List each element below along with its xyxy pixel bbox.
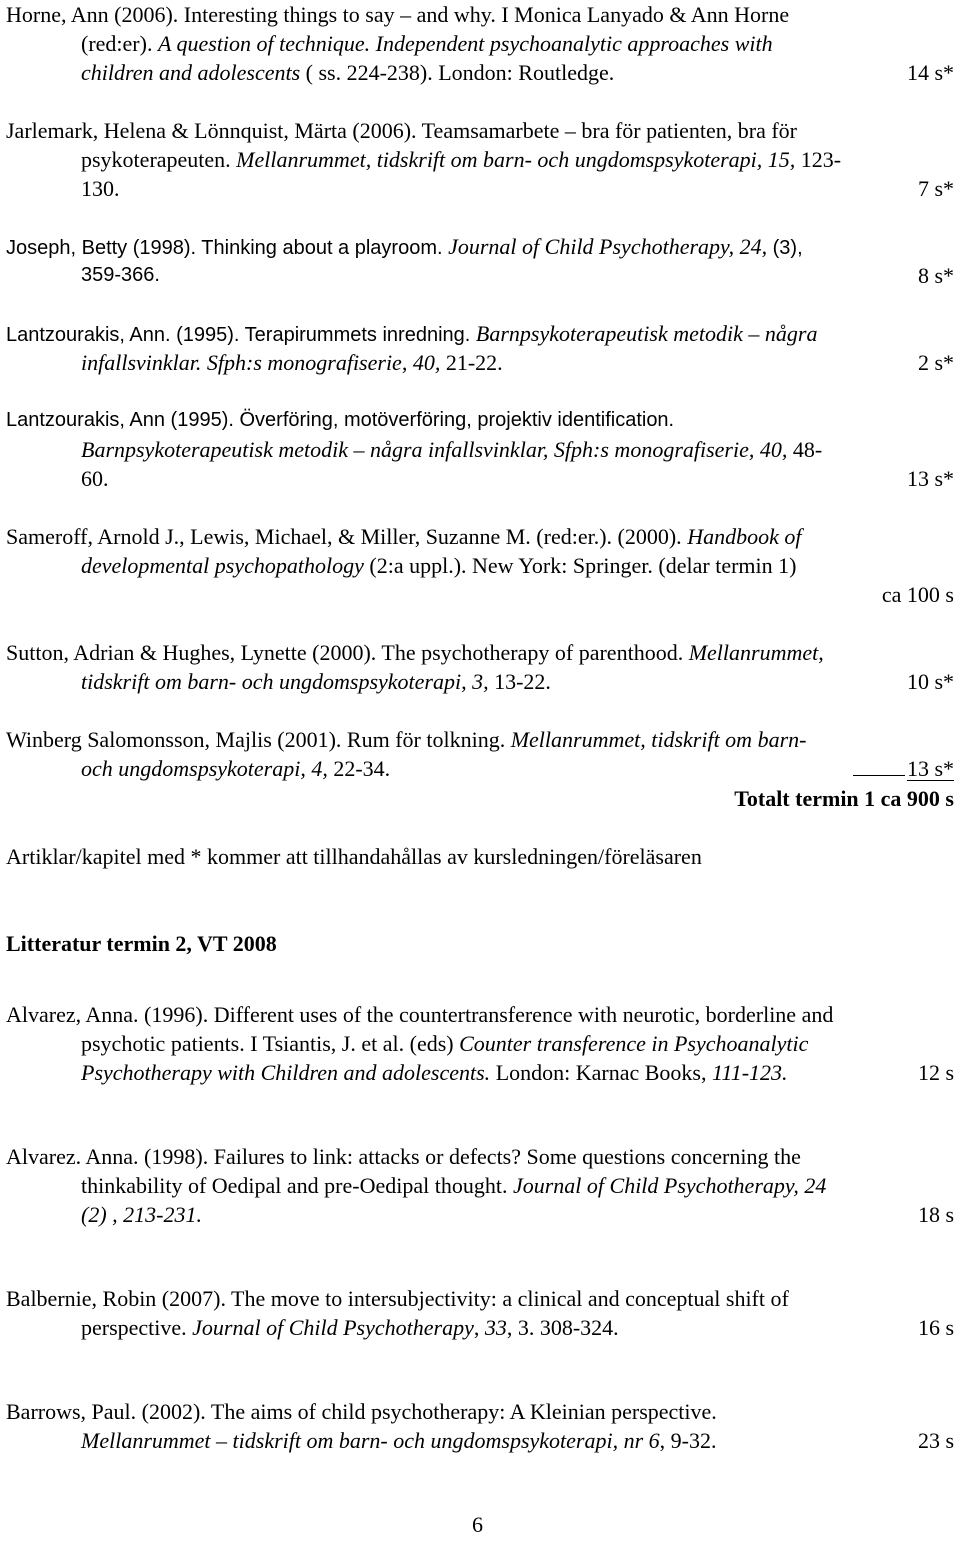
reference-line: psykoterapeuten. Mellanrummet, tidskrift om barn- och ungdomspsykoterapi, 15, 123- [81,147,842,172]
reference-line: Horne, Ann (2006). Interesting things to say – and why. I Monica Lanyado & Ann Horne [6,2,790,27]
footnote-asterisk-note: Artiklar/kapitel med * kommer att tillhandahållas av kursledningen/föreläsaren [6,844,702,869]
reference-line: Barnpsykoterapeutisk metodik – några infallsvinklar, Sfph:s monografiserie, 40, 48- [81,437,823,462]
page-count: 18 s [917,1202,954,1227]
reference-line: children and adolescents ( ss. 224-238). London: Routledge. [81,60,615,85]
reference-line: thinkability of Oedipal and pre-Oedipal thought. Journal of Child Psychotherapy, 24 [81,1173,827,1198]
reference-line: psychotic patients. I Tsiantis, J. et al. (eds) Counter transference in Psychoanalytic [81,1031,809,1056]
page-count: 12 s [917,1060,954,1085]
reference-line: perspective. Journal of Child Psychotherapy, 33, 3. 308-324. [81,1315,619,1340]
page-count: 14 s* [906,60,954,85]
page-count: 7 s* [917,176,954,201]
reference-line: 130. [81,176,120,201]
page-count: 10 s* [906,669,954,694]
reference-line: 60. [81,466,109,491]
reference-line: Jarlemark, Helena & Lönnquist, Märta (2006). Teamsamarbete – bra för patienten, bra för [6,118,797,143]
reference-line: 359-366. [81,264,160,286]
reference-line: (2) , 213-231. [81,1202,202,1227]
reference-line: Mellanrummet – tidskrift om barn- och ungdomspsykoterapi, nr 6, 9-32. [81,1428,717,1453]
reference-line: Sameroff, Arnold J., Lewis, Michael, & Miller, Suzanne M. (red:er.). (2000). Handbook of [6,524,802,549]
reference-line: Joseph, Betty (1998). Thinking about a playroom. Journal of Child Psychotherapy, 24, (3), [6,234,803,259]
reference-line: (red:er). A question of technique. Independent psychoanalytic approaches with [81,31,773,56]
page-count: ca 100 s [881,582,954,607]
reference-line: Psychotherapy with Children and adolescents. London: Karnac Books, 111-123. [81,1060,788,1085]
reference-line: Winberg Salomonsson, Majlis (2001). Rum för tolkning. Mellanrummet, tidskrift om barn- [6,727,807,752]
underline-rule [853,757,905,776]
reference-line: Alvarez. Anna. (1998). Failures to link: attacks or defects? Some questions concerning the [6,1144,801,1169]
reference-line: Lantzourakis, Ann. (1995). Terapirummets inredning. Barnpsykoterapeutisk metodik – några [6,321,818,346]
reference-line: Lantzourakis, Ann (1995). Överföring, motöverföring, projektiv identification. [6,409,675,431]
reference-line: Sutton, Adrian & Hughes, Lynette (2000). The psychotherapy of parenthood. Mellanrummet, [6,640,824,665]
reference-line: developmental psychopathology (2:a uppl.). New York: Springer. (delar termin 1) [81,553,797,578]
reference-line: Balbernie, Robin (2007). The move to intersubjectivity: a clinical and conceptual shift of [6,1286,789,1311]
page-count: 2 s* [917,350,954,375]
page-count: 13 s* [906,466,954,491]
page-count: 23 s [917,1428,954,1453]
reference-line: och ungdomspsykoterapi, 4, 22-34. [81,756,391,781]
page-count: 16 s [917,1315,954,1340]
page-count: 8 s* [917,263,954,288]
page-count: 13 s* [853,754,954,783]
reference-line: Barrows, Paul. (2002). The aims of child psychotherapy: A Kleinian perspective. [6,1399,717,1424]
reference-line: infallsvinklar. Sfph:s monografiserie, 40, 21-22. [81,350,503,375]
page-number: 6 [472,1512,483,1537]
reference-line: tidskrift om barn- och ungdomspsykoterapi, 3, 13-22. [81,669,551,694]
reference-line: Alvarez, Anna. (1996). Different uses of the countertransference with neurotic, borderline and [6,1002,834,1027]
total-pages-term-1: Totalt termin 1 ca 900 s [734,786,954,811]
section-heading: Litteratur termin 2, VT 2008 [6,931,277,956]
